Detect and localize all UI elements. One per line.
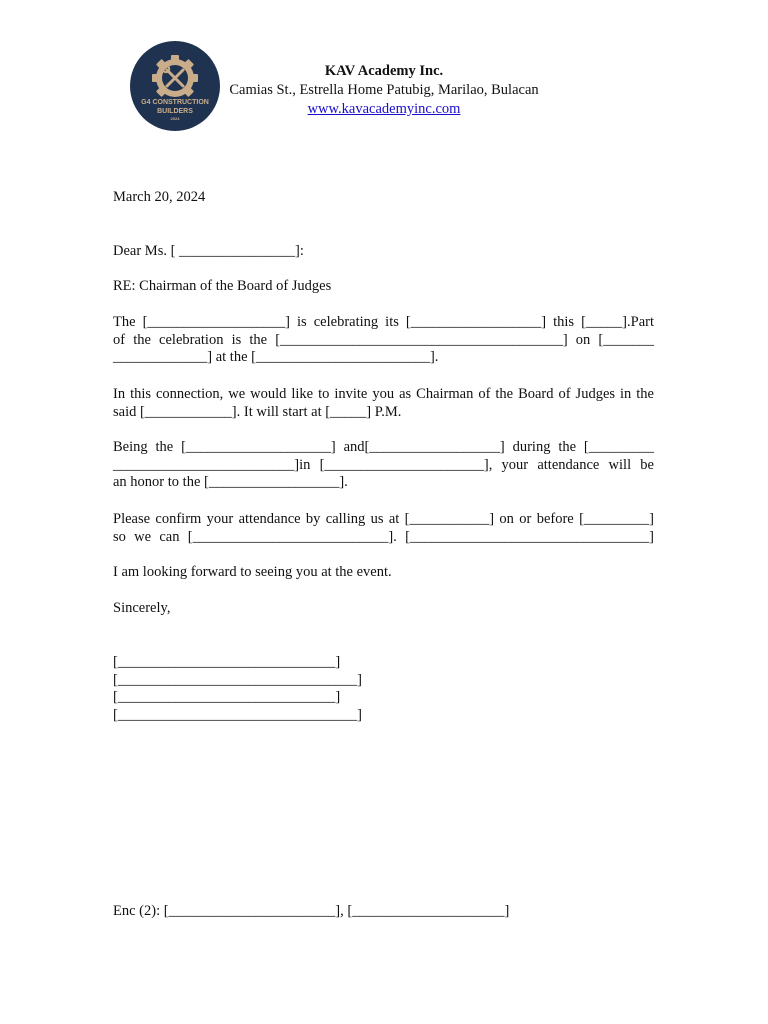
paragraph-1 — [113, 314, 654, 367]
subject-line: RE: Chairman of the Board of Judges — [113, 278, 332, 294]
signature-line: [______________________________] — [113, 689, 341, 706]
salutation: Dear Ms. [ ________________]: — [113, 243, 304, 259]
logo-year: 2024 — [170, 116, 180, 121]
paragraph-2 — [113, 386, 654, 421]
paragraph-line: _____________] at the [________________________]. — [113, 349, 439, 366]
paragraph-line: an honor to the [__________________]. — [113, 474, 348, 491]
company-website-link[interactable]: www.kavacademyinc.com — [307, 101, 461, 117]
paragraph-line: of the celebration is the [_______________________________________] on [_______ — [113, 331, 654, 348]
letter-date: March 20, 2024 — [113, 189, 206, 205]
company-name: KAV Academy Inc. — [324, 63, 444, 79]
paragraph-line: In this connection, we would like to invite you as Chairman of the Board of Judges in the — [113, 386, 654, 402]
paragraph-line: so we can [___________________________]. [_________________________________] — [113, 528, 654, 545]
company-address: Camias St., Estrella Home Patubig, Marilao, Bulacan — [229, 82, 539, 98]
paragraph-5: I am looking forward to seeing you at the event. — [113, 564, 392, 580]
paragraph-line: _________________________]in [______________________], your attendance will be — [113, 456, 654, 473]
paragraph-line: Being the [____________________] and[__________________] during the [_________ — [113, 439, 654, 455]
logo-line2: BUILDERS — [157, 108, 193, 115]
enclosure-line: Enc (2): [_______________________], [_____________________] — [113, 903, 510, 919]
closing: Sincerely, — [113, 600, 171, 616]
signature-line: [_________________________________] — [113, 707, 362, 724]
paragraph-line: Please confirm your attendance by calling us at [___________] on or before [_________] — [113, 511, 654, 527]
paragraph-line: said [____________]. It will start at [_____] P.M. — [113, 403, 402, 420]
paragraph-4 — [113, 511, 654, 546]
logo-line1: G4 CONSTRUCTION — [141, 99, 209, 106]
letterhead — [200, 62, 568, 119]
signature-line: [______________________________] — [113, 654, 341, 670]
paragraph-3 — [113, 439, 654, 492]
paragraph-line: The [___________________] is celebrating its [__________________] this [_____].Part — [113, 314, 654, 330]
signature-line: [_________________________________] — [113, 671, 362, 688]
signature-block — [113, 654, 362, 725]
